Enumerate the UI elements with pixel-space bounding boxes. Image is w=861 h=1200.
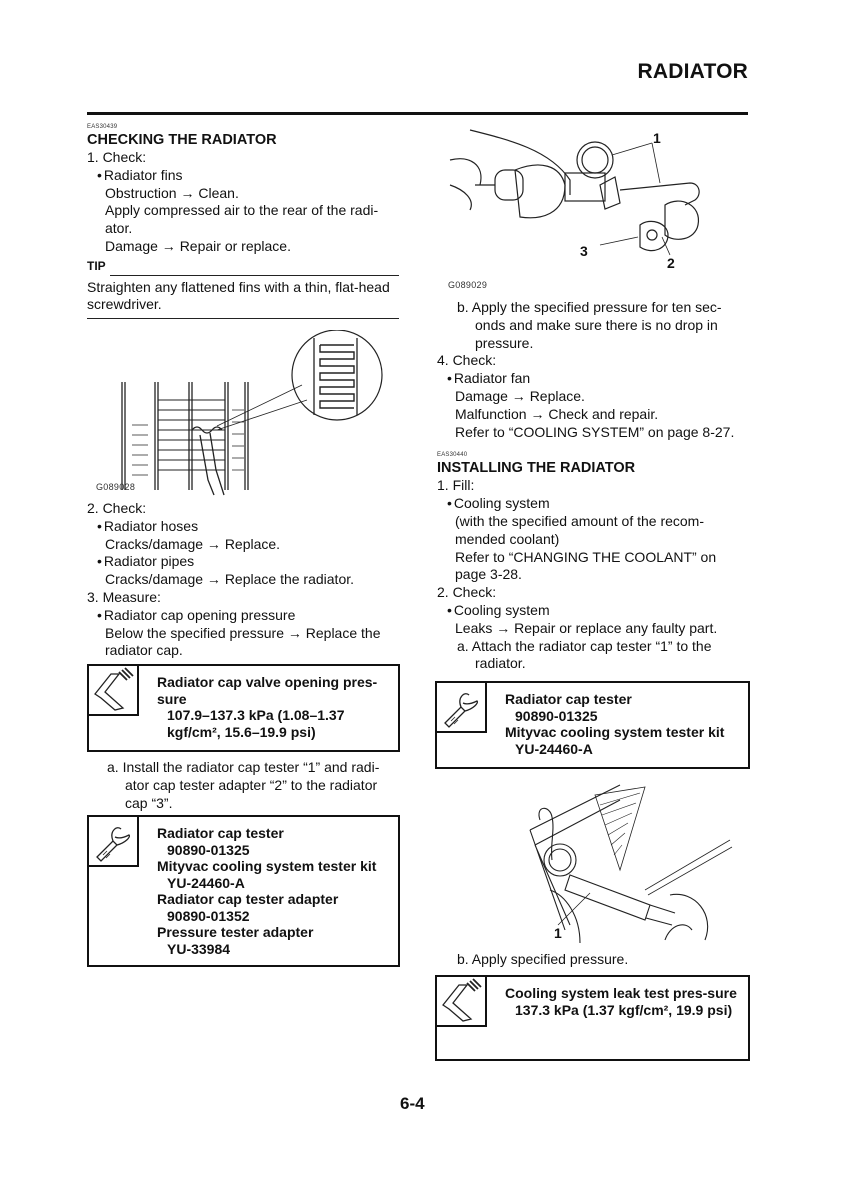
- instruction-substep: a. Attach the radiator cap tester “1” to the radiator.: [457, 637, 712, 672]
- instruction-line: Cracks/damage → Replace the radiator.: [105, 571, 355, 588]
- bullet-item: • Radiator cap opening pressure: [87, 607, 399, 625]
- instruction-line: Damage → Repair or replace.: [105, 237, 291, 254]
- tool-number: YU-24460-A: [515, 740, 593, 757]
- section-code: EAS30440: [437, 452, 468, 459]
- special-tools-box-right: [435, 681, 750, 769]
- instruction-line: (with the specified amount of the recom-mended coolant): [455, 512, 705, 547]
- tool-name: Mityvac cooling system tester kit: [157, 858, 377, 874]
- callout-1: 1: [653, 130, 661, 146]
- callout-2: 2: [667, 255, 675, 271]
- instruction-line: Cracks/damage → Replace.: [105, 535, 281, 552]
- bullet-item: • Cooling system: [437, 495, 749, 513]
- tool-name: Mityvac cooling system tester kit: [505, 724, 725, 740]
- instruction-substep: b. Apply specified pressure.: [457, 951, 629, 967]
- tool-name: Radiator cap tester adapter: [157, 891, 339, 907]
- tool-number: 90890-01325: [515, 707, 598, 724]
- tip-text: Straighten any flattened fins with a thin, flat-head screwdriver.: [87, 278, 390, 313]
- bullet-item: • Radiator fins: [87, 167, 399, 185]
- right-column-text: [437, 299, 749, 673]
- tool-number: 90890-01352: [167, 907, 250, 924]
- tester-on-radiator-illustration: [470, 775, 740, 945]
- callout-3: 3: [580, 243, 588, 259]
- step-label: 1. Check:: [87, 149, 147, 165]
- tool-name: Pressure tester adapter: [157, 924, 314, 940]
- special-tool-icon: [437, 683, 487, 733]
- caliper-gauge-icon: [89, 666, 139, 716]
- page-section-title: RADIATOR: [637, 60, 748, 83]
- instruction-substep: b. Apply the specified pressure for ten sec-onds and make sure there is no drop in pressure.: [457, 299, 722, 351]
- special-tools-box-left: [87, 815, 400, 967]
- spec-title: Cooling system leak test pres-sure: [505, 985, 737, 1001]
- tool-name: Radiator cap tester: [505, 691, 632, 707]
- tool-number: YU-33984: [167, 940, 231, 957]
- spec-title: Radiator cap valve opening pres-sure: [157, 674, 378, 707]
- cap-tester-illustration: [440, 125, 750, 275]
- figure-code: G089029: [448, 280, 488, 290]
- callout-1: 1: [554, 925, 562, 941]
- tip-header: [87, 258, 399, 276]
- step-label: 3. Measure:: [87, 588, 161, 605]
- instruction-line: Apply compressed air to the rear of the radi-ator.: [105, 202, 379, 237]
- instruction-line: Refer to “COOLING SYSTEM” on page 8-27.: [455, 423, 735, 440]
- caliper-gauge-icon: [437, 977, 487, 1027]
- tip-rule: [110, 265, 399, 276]
- spec-box-leak-test-pressure: [435, 975, 750, 1061]
- tool-name: Radiator cap tester: [157, 825, 284, 841]
- right-step-b: [437, 951, 749, 969]
- figure-tester-on-radiator: [470, 775, 740, 945]
- special-tool-icon: [89, 817, 139, 867]
- step-label: 2. Check:: [87, 500, 147, 516]
- figure-radiator-fins: [92, 330, 392, 500]
- tool-number: 90890-01325: [167, 841, 250, 858]
- left-column-top: [87, 123, 399, 319]
- bullet-item: • Cooling system: [437, 602, 749, 620]
- step-label: 1. Fill:: [437, 477, 475, 494]
- tip-label: TIP: [87, 258, 106, 273]
- left-step-3a: [87, 759, 399, 812]
- step-label: 2. Check:: [437, 584, 497, 601]
- section-code: EAS30439: [87, 124, 118, 130]
- instruction-line: Leaks → Repair or replace any faulty part.: [455, 619, 718, 636]
- figure-code: G089028: [96, 482, 136, 492]
- bullet-item: • Radiator fan: [437, 370, 749, 388]
- instruction-line: Obstruction → Clean.: [105, 184, 239, 201]
- section-heading-installing: INSTALLING THE RADIATOR: [437, 460, 636, 477]
- bullet-item: • Radiator pipes: [87, 553, 399, 571]
- page-number: 6-4: [400, 1094, 425, 1113]
- left-column-steps: [87, 500, 399, 660]
- instruction-line: Malfunction → Check and repair.: [455, 405, 659, 422]
- spec-box-cap-valve-pressure: [87, 664, 400, 752]
- bullet-item: • Radiator hoses: [87, 518, 399, 536]
- tip-end-rule: [87, 318, 399, 319]
- instruction-line: Damage → Replace.: [455, 387, 585, 404]
- radiator-fins-illustration: [92, 330, 392, 500]
- step-label: 4. Check:: [437, 352, 497, 369]
- tool-number: YU-24460-A: [167, 874, 245, 891]
- spec-value: 107.9–137.3 kPa (1.08–1.37 kgf/cm², 15.6–19.9 psi): [167, 707, 345, 740]
- spec-value: 137.3 kPa (1.37 kgf/cm², 19.9 psi): [515, 1001, 733, 1018]
- header-divider: [87, 112, 748, 115]
- instruction-line: Below the specified pressure → Replace the radiator cap.: [105, 624, 381, 659]
- section-heading-checking: CHECKING THE RADIATOR: [87, 132, 277, 148]
- instruction-line: Refer to “CHANGING THE COOLANT” on page 3-28.: [455, 548, 717, 583]
- figure-cap-tester: [440, 125, 750, 290]
- instruction-substep: a. Install the radiator cap tester “1” and radi-ator cap tester adapter “2” to the radiator cap “3”.: [107, 759, 380, 811]
